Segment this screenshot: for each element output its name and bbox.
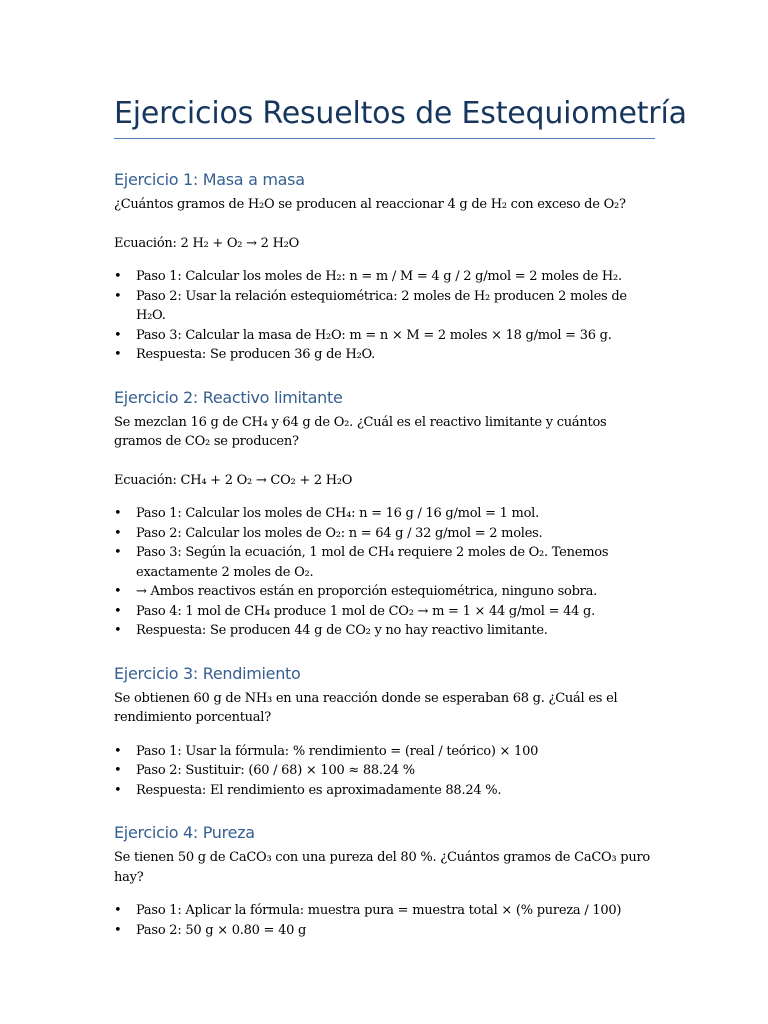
step-item xyxy=(114,602,656,622)
step-item xyxy=(114,345,656,365)
bullet-icon: • xyxy=(114,288,122,304)
bullet-icon: • xyxy=(114,545,122,560)
step-text: → Ambos reactivos están en proporción estequiométrica, ninguno sobra. xyxy=(136,584,597,599)
bullet-icon: • xyxy=(114,782,122,798)
step-item xyxy=(114,267,656,287)
step-item xyxy=(114,582,656,602)
exercise-2-steps xyxy=(114,504,656,641)
step-item xyxy=(114,742,656,762)
step-item xyxy=(114,921,656,941)
step-item xyxy=(114,781,656,801)
step-text: Paso 2: Sustituir: (60 / 68) × 100 ≈ 88.24 % xyxy=(136,763,415,778)
bullet-icon: • xyxy=(114,327,122,343)
bullet-icon: • xyxy=(114,269,122,284)
bullet-icon: • xyxy=(114,623,122,638)
bullet-icon: • xyxy=(114,603,122,619)
bullet-icon: • xyxy=(114,506,122,521)
step-text: Paso 2: Usar la relación estequiométrica: 2 moles de H₂ producen 2 moles de H₂O. xyxy=(136,288,627,323)
step-text: Paso 1: Calcular los moles de H₂: n = m / M = 4 g / 2 g/mol = 2 moles de H₂. xyxy=(136,269,622,284)
document-page xyxy=(114,92,687,940)
step-text: Paso 1: Usar la fórmula: % rendimiento = (real / teórico) × 100 xyxy=(136,743,539,759)
step-text: Paso 1: Aplicar la fórmula: muestra pura = muestra total × (% pureza / 100) xyxy=(136,903,622,918)
bullet-icon: • xyxy=(114,922,122,938)
bullet-icon: • xyxy=(114,347,122,362)
exercise-1-steps xyxy=(114,267,656,365)
step-item xyxy=(114,621,656,641)
bullet-icon: • xyxy=(114,903,122,918)
exercise-2-section xyxy=(114,387,656,641)
exercise-4-steps xyxy=(114,901,656,940)
exercise-4-section xyxy=(114,822,656,940)
step-item xyxy=(114,326,656,346)
exercise-1-equation: Ecuación: 2 H₂ + O₂ → 2 H₂O xyxy=(114,235,300,251)
step-text: Paso 2: 50 g × 0.80 = 40 g xyxy=(136,922,307,938)
exercise-1-heading: Ejercicio 1: Masa a masa xyxy=(114,170,305,189)
bullet-icon: • xyxy=(114,743,122,759)
exercise-3-steps xyxy=(114,742,656,801)
exercise-2-equation: Ecuación: CH₄ + 2 O₂ → CO₂ + 2 H₂O xyxy=(114,472,353,488)
document-title: Ejercicios Resueltos de Estequiometría xyxy=(114,96,687,131)
step-text: Paso 4: 1 mol de CH₄ produce 1 mol de CO₂ → m = 1 × 44 g/mol = 44 g. xyxy=(136,603,595,619)
exercise-3-heading: Ejercicio 3: Rendimiento xyxy=(114,663,301,683)
exercise-4-question: Se tienen 50 g de CaCO₃ con una pureza del 80 %. ¿Cuántos gramos de CaCO₃ puro hay? xyxy=(114,850,651,885)
exercise-4-heading: Ejercicio 4: Pureza xyxy=(114,823,255,842)
step-item xyxy=(114,524,656,544)
bullet-icon: • xyxy=(114,763,122,778)
exercise-3-question: Se obtienen 60 g de NH₃ en una reacción donde se esperaban 68 g. ¿Cuál es el rendimiento porcentual? xyxy=(114,690,618,725)
bullet-icon: • xyxy=(114,525,122,541)
step-text: Paso 3: Según la ecuación, 1 mol de CH₄ requiere 2 moles de O₂. Tenemos exactamente 2 moles de O₂. xyxy=(136,545,609,580)
step-item xyxy=(114,901,656,921)
exercise-1-section xyxy=(114,169,656,365)
title-underline xyxy=(114,138,655,139)
step-item xyxy=(114,543,656,582)
step-text: Respuesta: Se producen 44 g de CO₂ y no hay reactivo limitante. xyxy=(136,623,548,638)
step-item xyxy=(114,504,656,524)
step-text: Paso 3: Calcular la masa de H₂O: m = n × M = 2 moles × 18 g/mol = 36 g. xyxy=(136,327,612,343)
exercise-2-question: Se mezclan 16 g de CH₄ y 64 g de O₂. ¿Cuál es el reactivo limitante y cuántos gramos de CO₂ se producen? xyxy=(114,414,607,449)
step-item xyxy=(114,761,656,781)
exercise-1-question: ¿Cuántos gramos de H₂O se producen al reaccionar 4 g de H₂ con exceso de O₂? xyxy=(114,197,626,212)
step-text: Respuesta: Se producen 36 g de H₂O. xyxy=(136,347,376,362)
step-item xyxy=(114,287,656,326)
exercise-3-section xyxy=(114,663,656,801)
step-text: Paso 2: Calcular los moles de O₂: n = 64 g / 32 g/mol = 2 moles. xyxy=(136,525,543,541)
exercise-2-heading: Ejercicio 2: Reactivo limitante xyxy=(114,387,343,407)
step-text: Respuesta: El rendimiento es aproximadamente 88.24 %. xyxy=(136,782,502,798)
bullet-icon: • xyxy=(114,584,122,599)
step-text: Paso 1: Calcular los moles de CH₄: n = 16 g / 16 g/mol = 1 mol. xyxy=(136,506,539,521)
